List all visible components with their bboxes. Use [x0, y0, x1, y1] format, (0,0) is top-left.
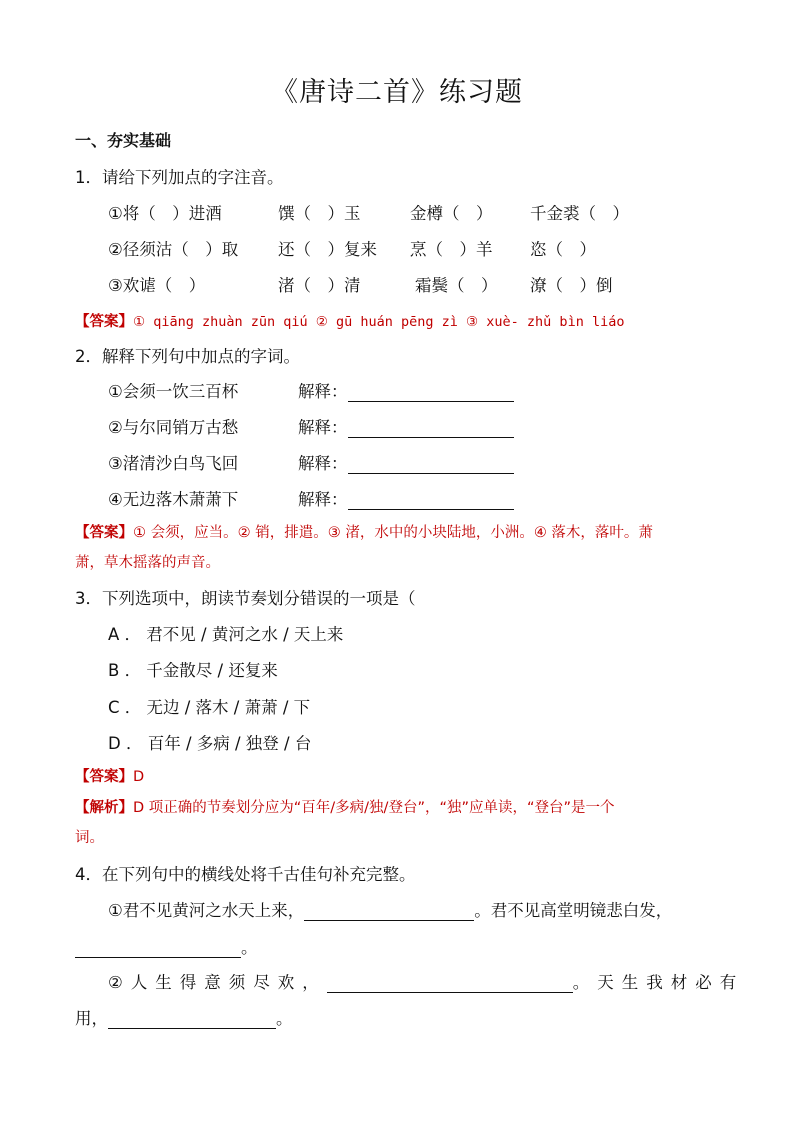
q1-answer	[75, 310, 624, 331]
fill-blank[interactable]	[108, 1010, 276, 1029]
question-3-stem: 3．下列选项中，朗读节奏划分错误的一项是（	[75, 589, 416, 608]
q4-sentence-1-cont	[75, 934, 258, 958]
fill-blank[interactable]	[75, 939, 241, 958]
q2-answer-field[interactable]	[298, 450, 514, 474]
q2-label: 解释：	[298, 382, 348, 401]
q2-label: 解释：	[298, 418, 348, 437]
q1-row3-item: 潦（ ）倒	[530, 276, 613, 295]
q3-answer	[75, 765, 144, 786]
q1-row3-item: 霜鬓（ ）	[415, 276, 498, 295]
q3-option[interactable]: B ． 千金散尽 / 还复来	[108, 661, 278, 680]
q4-s2-end: 。	[276, 1009, 293, 1028]
q3-option[interactable]: C ． 无边 / 落木 / 萧萧 / 下	[108, 698, 311, 717]
q4-s1-end: 。	[241, 938, 258, 957]
question-1-stem: 1．请给下列加点的字注音。	[75, 168, 284, 187]
q2-item: ④无边落木萧萧下	[108, 490, 239, 509]
q4-s1-part2: 。君不见高堂明镜悲白发，	[474, 901, 673, 920]
page-title: 《唐诗二首》练习题	[271, 77, 523, 108]
q3-analysis-cont: 词。	[75, 830, 104, 846]
q4-sentence-2	[108, 969, 744, 993]
q1-row3-item: 渚（ ）清	[278, 276, 361, 295]
q4-s2-cont: 用，	[75, 1009, 108, 1028]
q1-row1-item: ①将（ ）进酒	[108, 204, 222, 223]
fill-blank[interactable]	[327, 974, 573, 993]
q2-label: 解释：	[298, 454, 348, 473]
answer-text: D	[133, 769, 145, 785]
answer-text: ① qiāng zhuàn zūn qiú ② gū huán pēng zì ③ xuè- zhǔ bìn liáo	[133, 314, 625, 330]
answer-tag: 【答案】	[75, 525, 133, 541]
q3-option[interactable]: D ． 百年 / 多病 / 独登 / 台	[108, 734, 312, 753]
q1-row2-item: ②径须沽（ ）取	[108, 240, 239, 259]
section-heading: 一、夯实基础	[75, 131, 172, 150]
q3-analysis	[75, 796, 615, 817]
q2-answer-field[interactable]	[298, 378, 514, 402]
analysis-tag: 【解析】	[75, 800, 133, 816]
question-4-stem: 4．在下列句中的横线处将千古佳句补充完整。	[75, 865, 416, 884]
q1-row2-item: 烹（ ）羊	[410, 240, 493, 259]
q3-option[interactable]: A ． 君不见 / 黄河之水 / 天上来	[108, 625, 344, 644]
q1-row2-item: 恣（ ）	[530, 240, 596, 259]
q2-item: ③渚清沙白鸟飞回	[108, 454, 239, 473]
q2-answer-cont: 萧，草木摇落的声音。	[75, 555, 220, 571]
fill-blank[interactable]	[304, 902, 474, 921]
q4-s2-part2: 。天生我材必有	[572, 973, 745, 992]
answer-tag: 【答案】	[75, 769, 133, 785]
q4-s1-part1: ①君不见黄河之水天上来，	[108, 901, 305, 920]
q2-label: 解释：	[298, 490, 348, 509]
q1-row1-item: 馔（ ）玉	[278, 204, 361, 223]
answer-tag: 【答案】	[75, 314, 133, 330]
q1-row3-item: ③欢谑（ ）	[108, 276, 206, 295]
q2-item: ②与尔同销万古愁	[108, 418, 239, 437]
question-2-stem: 2．解释下列句中加点的字词。	[75, 347, 300, 366]
q4-sentence-1	[108, 897, 672, 921]
q2-answer-field[interactable]	[298, 486, 514, 510]
analysis-text: D 项正确的节奏划分应为“百年/多病/独/登台”，“独”应单读，“登台”是一个	[133, 800, 615, 816]
q4-sentence-2-cont	[75, 1005, 293, 1029]
answer-text: ① 会须，应当。② 销，排遣。③ 渚，水中的小块陆地，小洲。④ 落木，落叶。萧	[133, 525, 653, 541]
q2-answer	[75, 521, 653, 542]
q1-row1-item: 金樽（ ）	[410, 204, 493, 223]
q2-answer-field[interactable]	[298, 414, 514, 438]
q1-row1-item: 千金裘（ ）	[530, 204, 629, 223]
q4-s2-part1: ②人生得意须尽欢，	[108, 973, 327, 992]
q1-row2-item: 还（ ）复来	[278, 240, 377, 259]
q2-item: ①会须一饮三百杯	[108, 382, 239, 401]
